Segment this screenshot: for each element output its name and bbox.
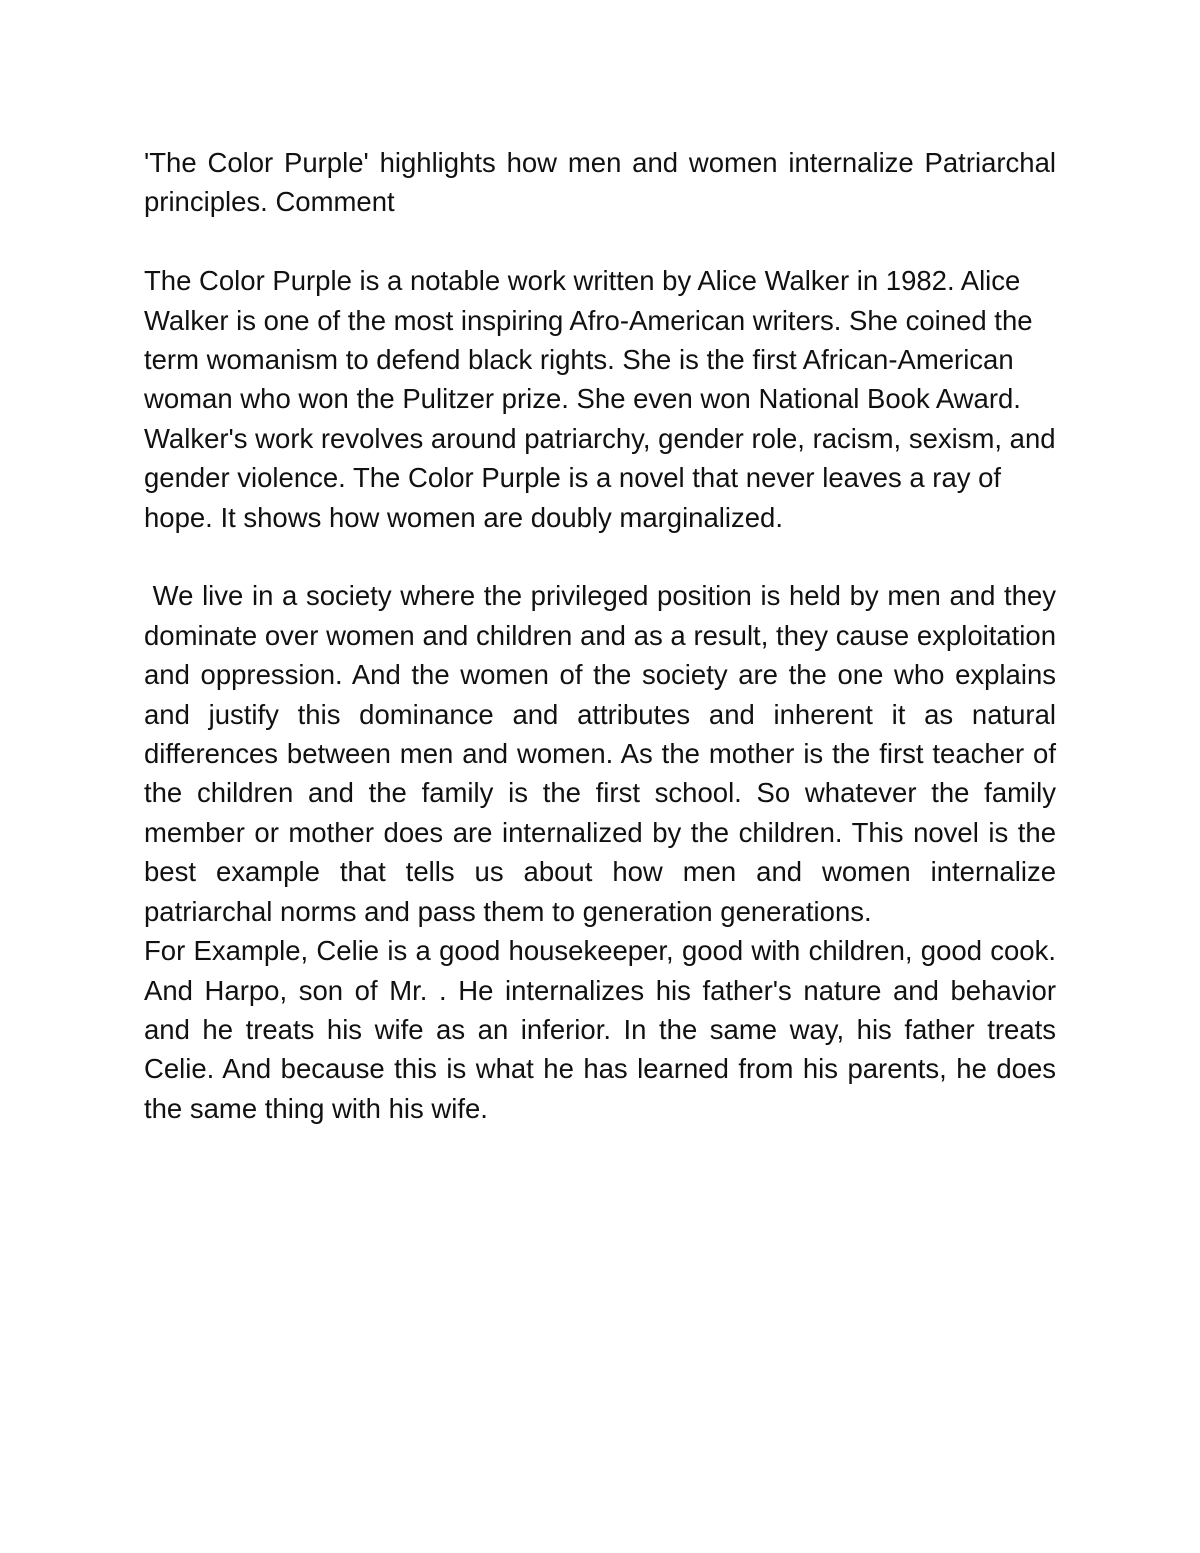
paragraph-example: For Example, Celie is a good housekeeper, good with children, good cook. And Harpo, son of Mr. . He internalizes his father's nature and behavior and he treats his wife as an inferior. In the same way, his father treats Celie. And because this is what he has learned from his parents, he does the same thing with his wife. bbox=[144, 935, 1056, 1124]
document-body bbox=[144, 143, 1056, 1128]
paragraph-intro: The Color Purple is a notable work written by Alice Walker in 1982. Alice Walker is one of the most inspiring Afro-American writers. She coined the term womanism to defend black rights. She is the first African-American woman who won the Pulitzer prize. She even won National Book Award. Walker's work revolves around patriarchy, gender role, racism, sexism, and gender violence. The Color Purple is a novel that never leaves a ray of hope. It shows how women are doubly marginalized. bbox=[144, 265, 1056, 533]
document-title: 'The Color Purple' highlights how men and women internalize Patriarchal principles. Comment bbox=[144, 147, 1056, 218]
paragraph-society bbox=[144, 576, 1056, 931]
paragraph-society-text: We live in a society where the privileged position is held by men and they dominate over women and children and as a result, they cause exploitation and oppression. And the women of the society are the one who explains and justify this dominance and attributes and inherent it as natural differences between men and women. As the mother is the first teacher of the children and the family is the first school. So whatever the family member or mother does are internalized by the children. This novel is the best example that tells us about how men and women internalize patriarchal norms and pass them to generation generations. bbox=[144, 580, 1056, 927]
